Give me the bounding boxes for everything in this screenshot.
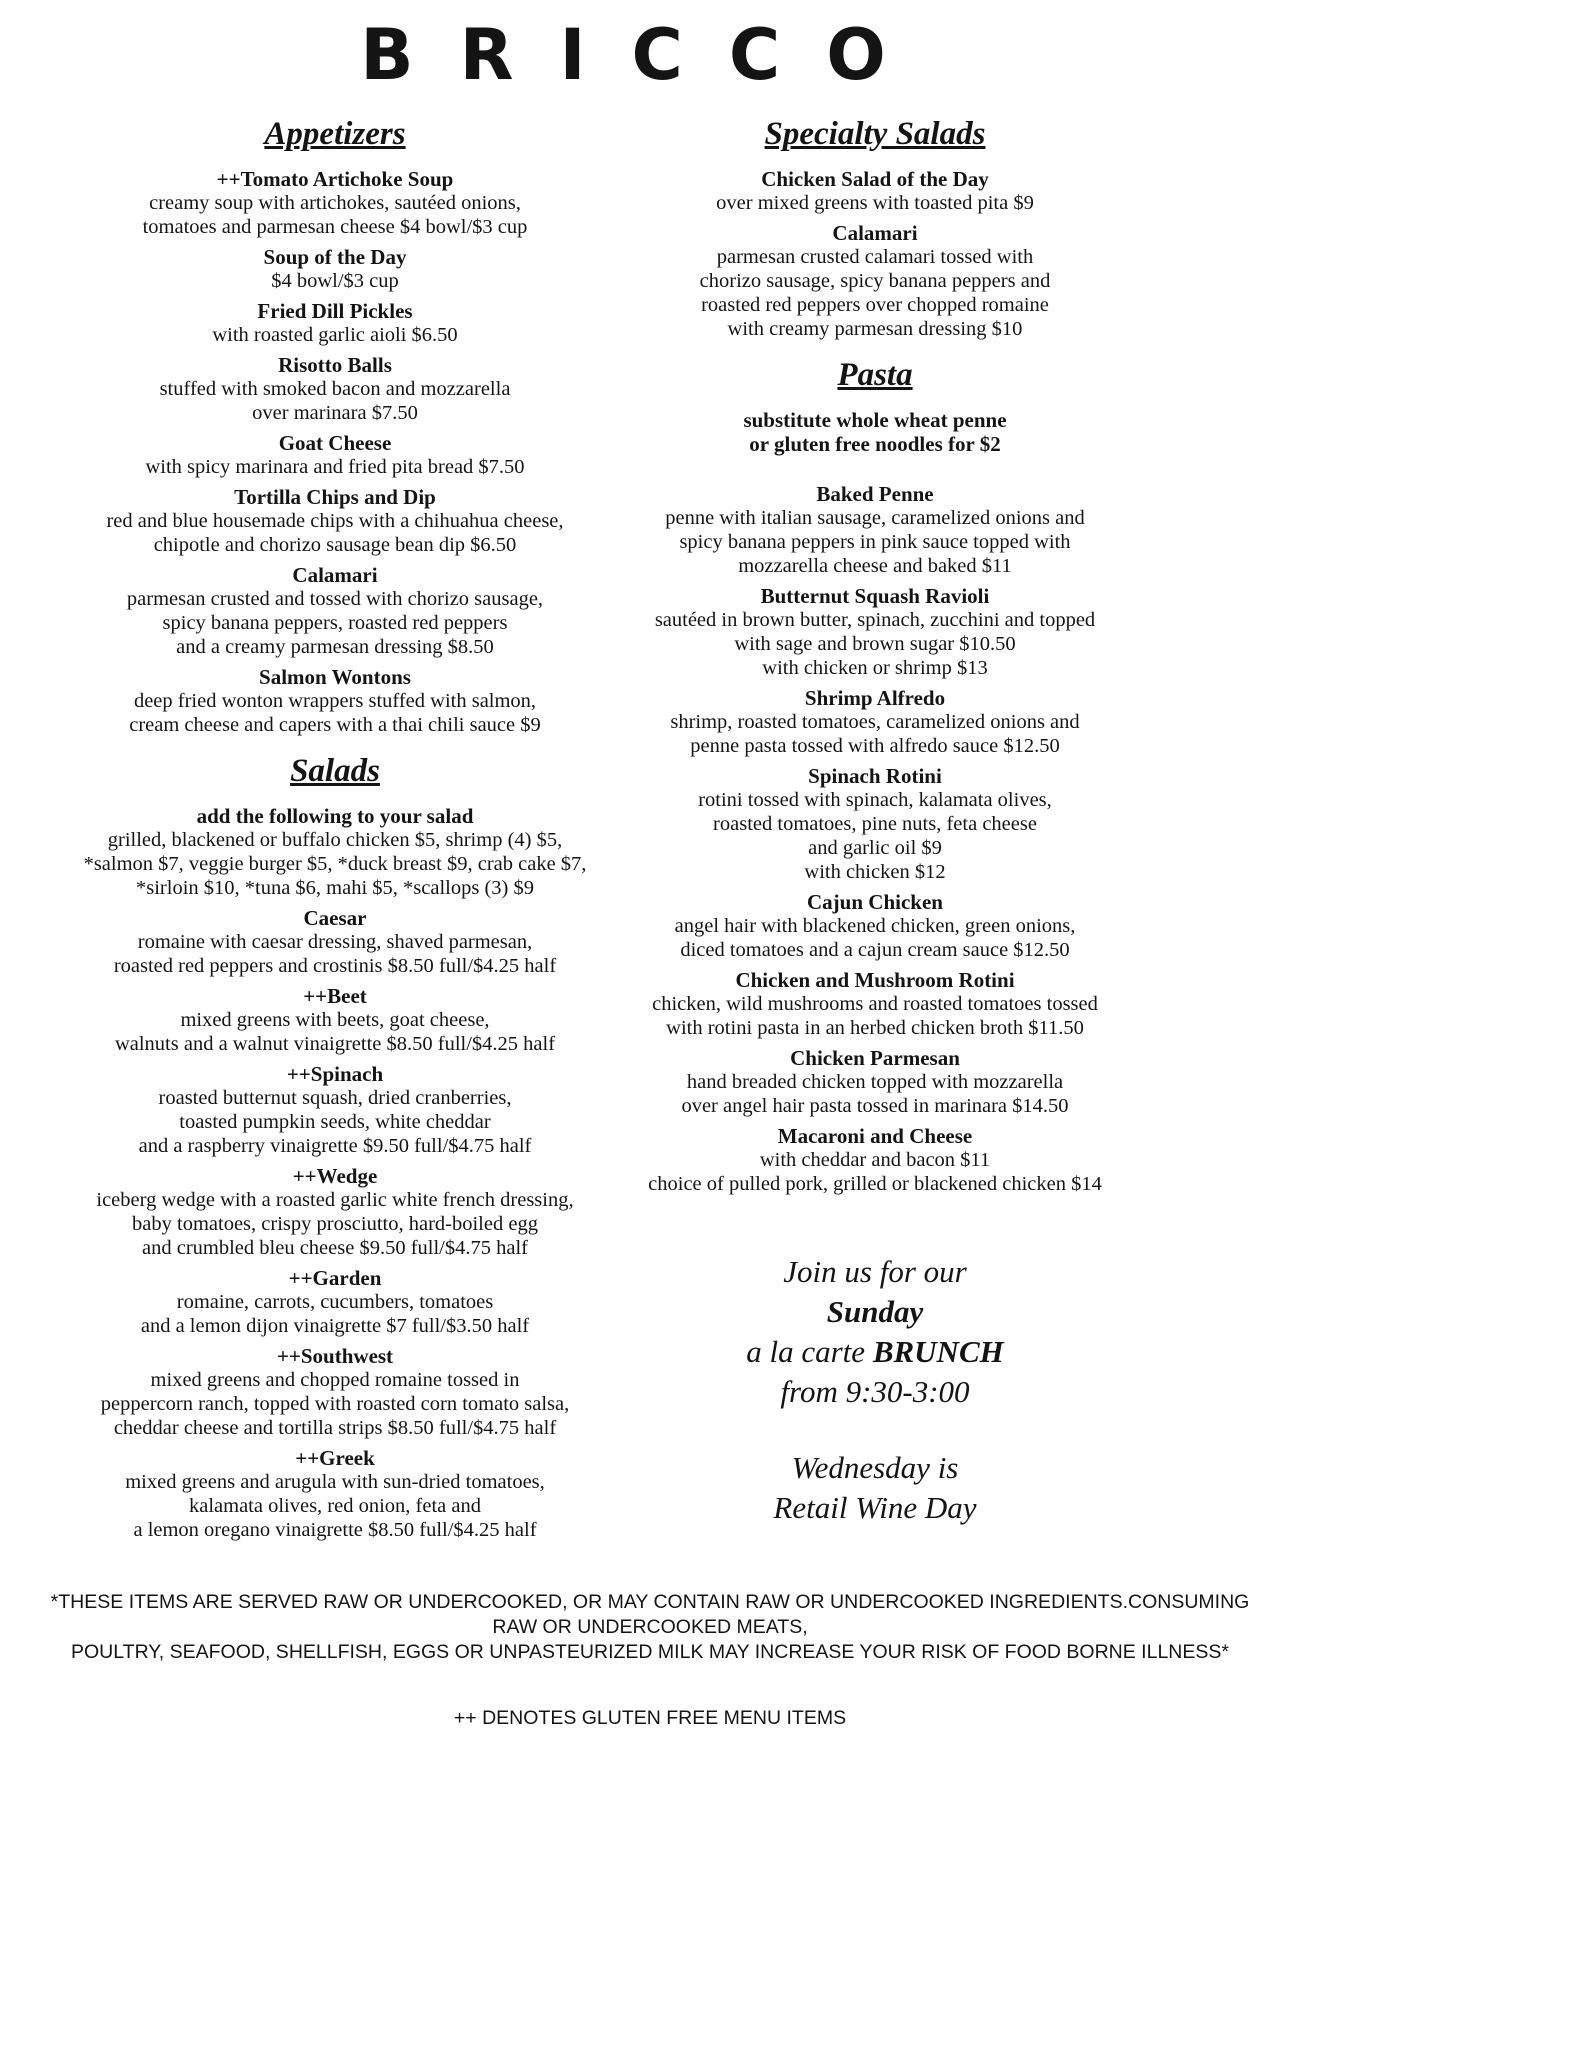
menu-item-name: ++Beet [303,984,367,1008]
menu-item-name: ++Spinach [286,1062,384,1086]
menu-item-name: ++Southwest [276,1344,394,1368]
menu-item-desc-line: over mixed greens with toasted pita $9 [716,192,1034,214]
menu-item-desc-line: penne with italian sausage, caramelized onions and [665,507,1085,529]
menu-item-desc-line: kalamata olives, red onion, feta and [188,1495,481,1517]
menu-item-chicken-salad-of-the-day [640,167,1110,215]
promo-line [640,1332,1110,1372]
menu-item-desc-line: toasted pumpkin seeds, white cheddar [179,1111,491,1133]
menu-item-spinach [30,1062,640,1158]
menu-item-desc-line: with spicy marinara and fried pita bread $7.50 [145,456,525,478]
menu-item-desc-line: and a raspberry vinaigrette $9.50 full/$4.75 half [138,1135,532,1157]
gluten-free-note: ++ DENOTES GLUTEN FREE MENU ITEMS [453,1707,847,1729]
section-heading-specialty-salads: Specialty Salads [764,116,986,152]
menu-item-desc-line: cheddar cheese and tortilla strips $8.50 full/$4.75 half [113,1417,557,1439]
menu-item-desc-line: mixed greens and arugula with sun-dried tomatoes, [125,1471,545,1493]
menu-item-shrimp-alfredo [640,686,1110,758]
menu-item-desc-line: angel hair with blackened chicken, green onions, [674,915,1076,937]
menu-item-desc-line: roasted red peppers over chopped romaine [701,294,1049,316]
menu-item-baked-penne [640,482,1110,578]
menu-item-desc-line: and a lemon dijon vinaigrette $7 full/$3.50 half [140,1315,530,1337]
menu-item-desc-line: penne pasta tossed with alfredo sauce $12.50 [690,735,1060,757]
menu-item-name: Tortilla Chips and Dip [234,485,436,509]
menu-item-fried-dill-pickles [30,299,640,347]
promo-block [640,1252,1110,1412]
menu-item-desc-line: mixed greens and chopped romaine tossed in [150,1369,520,1391]
menu-item-desc-line: parmesan crusted calamari tossed with [716,246,1034,268]
menu-item-desc-line: mixed greens with beets, goat cheese, [180,1009,490,1031]
promo-line [640,1372,1110,1412]
menu-item-chicken-parmesan [640,1046,1110,1118]
restaurant-title: BRICCO [360,14,932,96]
menu-item-name: Chicken Salad of the Day [761,167,989,191]
menu-item-desc-line: romaine, carrots, cucumbers, tomatoes [176,1291,494,1313]
promo-line [640,1488,1110,1528]
disclaimer-line: POULTRY, SEAFOOD, SHELLFISH, EGGS OR UNPASTEURIZED MILK MAY INCREASE YOUR RISK OF FOOD BORNE ILLNESS* [71,1641,1229,1663]
menu-item-desc-line: shrimp, roasted tomatoes, caramelized onions and [670,711,1080,733]
section-heading-pasta: Pasta [837,357,913,393]
menu-item-desc-line: and a creamy parmesan dressing $8.50 [176,636,494,658]
menu-item-butternut-squash-ravioli [640,584,1110,680]
section-heading-appetizers: Appetizers [264,116,406,152]
promo-text: a la carte [746,1334,873,1369]
menu-item-desc-line: *salmon $7, veggie burger $5, *duck breast $9, crab cake $7, [83,853,587,875]
menu-item-desc-line: with rotini pasta in an herbed chicken broth $11.50 [666,1017,1084,1039]
menu-item-desc-line: choice of pulled pork, grilled or blackened chicken $14 [648,1173,1102,1195]
menu-item-name: or gluten free noodles for $2 [749,432,1001,456]
menu-item-calamari [30,563,640,659]
menu-item-name: Butternut Squash Ravioli [760,584,990,608]
menu-item-name: Spinach Rotini [808,764,942,788]
menu-item-substitute-whole-wheat-penne [640,408,1110,456]
menu-item-calamari [640,221,1110,341]
promo-block [640,1448,1110,1528]
menu-item-name: substitute whole wheat penne [743,408,1007,432]
menu-item-soup-of-the-day [30,245,640,293]
menu-item-desc-line: rotini tossed with spinach, kalamata olives, [698,789,1052,811]
promo-text: Wednesday is [791,1450,959,1485]
promo-text: Join us for our [783,1254,967,1289]
menu-item-desc-line: iceberg wedge with a roasted garlic white french dressing, [96,1189,574,1211]
menu-item-salmon-wontons [30,665,640,737]
menu-item-risotto-balls [30,353,640,425]
menu-columns [30,100,1582,1542]
promo-text: from 9:30-3:00 [780,1374,970,1409]
menu-item-name: add the following to your salad [196,804,474,828]
menu-item-desc-line: spicy banana peppers, roasted red peppers [162,612,508,634]
promo-line [640,1448,1110,1488]
menu-item-desc-line: with chicken $12 [804,861,946,883]
menu-item-desc-line: and crumbled bleu cheese $9.50 full/$4.75 half [142,1237,528,1259]
menu-item-name: Risotto Balls [278,353,392,377]
menu-item-desc-line: chicken, wild mushrooms and roasted tomatoes tossed [652,993,1098,1015]
menu-item-garden [30,1266,640,1338]
menu-item-name: Fried Dill Pickles [257,299,413,323]
footer-disclaimer [30,1590,1270,1665]
menu-item-desc-line: and garlic oil $9 [808,837,942,859]
menu-item-wedge [30,1164,640,1260]
menu-item-desc-line: roasted tomatoes, pine nuts, feta cheese [713,813,1037,835]
menu-item-name: Salmon Wontons [259,665,411,689]
menu-item-name: Macaroni and Cheese [777,1124,973,1148]
menu-item-desc-line: mozzarella cheese and baked $11 [738,555,1012,577]
menu-item-desc-line: grilled, blackened or buffalo chicken $5, shrimp (4) $5, [107,829,563,851]
menu-item-name: Chicken and Mushroom Rotini [735,968,1015,992]
left-column [30,100,640,1542]
menu-item-name: ++Greek [295,1446,375,1470]
menu-item-southwest [30,1344,640,1440]
menu-item-tomato-artichoke-soup [30,167,640,239]
menu-item-desc-line: hand breaded chicken topped with mozzarella [686,1071,1064,1093]
menu-item-name: Baked Penne [816,482,934,506]
promo-line [640,1252,1110,1292]
menu-item-desc-line: a lemon oregano vinaigrette $8.50 full/$4.25 half [133,1519,537,1541]
promo-line [640,1292,1110,1332]
menu-item-desc-line: red and blue housemade chips with a chihuahua cheese, [106,510,564,532]
menu-item-desc-line: chorizo sausage, spicy banana peppers and [699,270,1051,292]
menu-item-desc-line: roasted red peppers and crostinis $8.50 full/$4.25 half [113,955,557,977]
menu-item-desc-line: walnuts and a walnut vinaigrette $8.50 full/$4.25 half [114,1033,556,1055]
menu-item-desc-line: with roasted garlic aioli $6.50 [212,324,458,346]
menu-item-desc-line: diced tomatoes and a cajun cream sauce $12.50 [680,939,1070,961]
menu-item-name: ++Tomato Artichoke Soup [216,167,454,191]
menu-item-desc-line: over angel hair pasta tossed in marinara $14.50 [681,1095,1069,1117]
menu-item-desc-line: stuffed with smoked bacon and mozzarella [159,378,511,400]
section-heading-salads: Salads [290,753,380,789]
menu-item-desc-line: cream cheese and capers with a thai chili sauce $9 [129,714,541,736]
menu-item-desc-line: with creamy parmesan dressing $10 [727,318,1023,340]
menu-item-name: Chicken Parmesan [790,1046,960,1070]
right-column [640,100,1110,1528]
promo-text: BRUNCH [872,1334,1004,1369]
disclaimer-line: RAW OR UNDERCOOKED MEATS, [492,1616,808,1638]
menu-item-greek [30,1446,640,1542]
disclaimer-line: *THESE ITEMS ARE SERVED RAW OR UNDERCOOKED, OR MAY CONTAIN RAW OR UNDERCOOKED INGREDIENTS.CONSUMING [50,1591,1250,1613]
menu-item-name: Calamari [292,563,378,587]
menu-item-name: Cajun Chicken [807,890,943,914]
menu-item-beet [30,984,640,1056]
menu-item-desc-line: with cheddar and bacon $11 [759,1149,991,1171]
menu-item-name: ++Wedge [292,1164,378,1188]
menu-item-name: Shrimp Alfredo [804,686,946,710]
menu-item-desc-line: baby tomatoes, crispy prosciutto, hard-boiled egg [132,1213,538,1235]
promo-text: Retail Wine Day [773,1490,977,1525]
menu-item-desc-line: chipotle and chorizo sausage bean dip $6.50 [153,534,517,556]
menu-item-desc-line: sautéed in brown butter, spinach, zucchini and topped [654,609,1096,631]
promo-text: Sunday [826,1294,924,1329]
menu-item-goat-cheese [30,431,640,479]
menu-item-macaroni-and-cheese [640,1124,1110,1196]
menu-item-desc-line: peppercorn ranch, topped with roasted corn tomato salsa, [100,1393,570,1415]
menu-item-desc-line: with sage and brown sugar $10.50 [734,633,1016,655]
menu-item-desc-line: tomatoes and parmesan cheese $4 bowl/$3 cup [142,216,528,238]
menu-item-desc-line: $4 bowl/$3 cup [271,270,399,292]
menu-item-name: ++Garden [288,1266,382,1290]
menu-item-name: Calamari [832,221,918,245]
menu-item-desc-line: over marinara $7.50 [252,402,418,424]
menu-item-tortilla-chips-and-dip [30,485,640,557]
menu-item-desc-line: creamy soup with artichokes, sautéed onions, [149,192,521,214]
menu-item-desc-line: romaine with caesar dressing, shaved parmesan, [137,931,533,953]
menu-item-desc-line: with chicken or shrimp $13 [762,657,988,679]
menu-item-desc-line: roasted butternut squash, dried cranberries, [158,1087,512,1109]
menu-item-desc-line: deep fried wonton wrappers stuffed with salmon, [133,690,537,712]
menu-item-spinach-rotini [640,764,1110,884]
menu-item-name: Caesar [303,906,367,930]
menu-item-cajun-chicken [640,890,1110,962]
menu-item-desc-line: spicy banana peppers in pink sauce topped with [679,531,1071,553]
menu-item-chicken-and-mushroom-rotini [640,968,1110,1040]
menu-item-desc-line: *sirloin $10, *tuna $6, mahi $5, *scallops (3) $9 [136,877,534,899]
menu-item-name: Soup of the Day [263,245,407,269]
menu-item-name: Goat Cheese [278,431,392,455]
menu-item-desc-line: parmesan crusted and tossed with chorizo sausage, [126,588,544,610]
menu-item-add-the-following-to-your-salad [30,804,640,900]
menu-item-caesar [30,906,640,978]
